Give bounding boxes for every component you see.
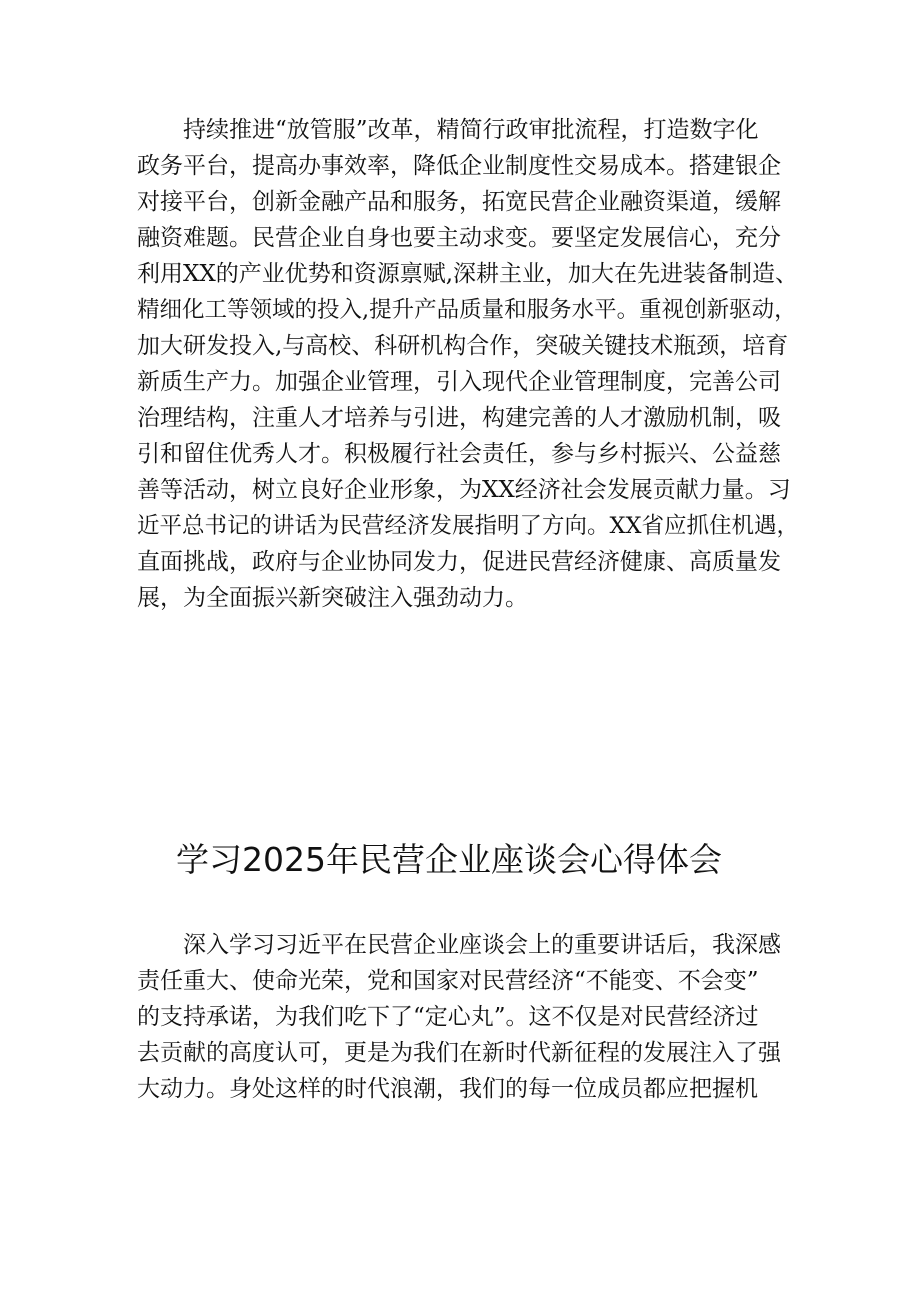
text-line: 融资难题。民营企业自身也要主动求变。要坚定发展信心，充分 — [137, 225, 781, 251]
section-title: 学习2025年民营企业座谈会心得体会 — [176, 840, 722, 879]
text-line: 政务平台，提高办事效率，降低企业制度性交易成本。搭建银企 — [137, 153, 781, 179]
body-paragraph-1 — [137, 112, 799, 616]
text-line: 新质生产力。加强企业管理，引入现代企业管理制度，完善公司 — [137, 369, 781, 395]
text-line: 持续推进“放管服”改革，精简行政审批流程，打造数字化 — [183, 117, 759, 143]
text-line: 深入学习习近平在民营企业座谈会上的重要讲话后，我深感 — [183, 932, 781, 958]
text-line: 的支持承诺，为我们吃下了“定心丸”。这不仅是对民营经济过 — [137, 1004, 759, 1030]
text-line: 直面挑战，政府与企业协同发力，促进民营经济健康、高质量发 — [137, 549, 781, 575]
text-line: 近平总书记的讲话为民营经济发展指明了方向。XX省应抓住机遇， — [137, 513, 800, 539]
text-line: 精细化工等领域的投入,提升产品质量和服务水平。重视创新驱动， — [137, 297, 797, 323]
text-line: 治理结构，注重人才培养与引进，构建完善的人才激励机制，吸 — [137, 405, 781, 431]
text-line: 对接平台，创新金融产品和服务，拓宽民营企业融资渠道，缓解 — [137, 189, 781, 215]
text-line: 加大研发投入,与高校、科研机构合作，突破关键技术瓶颈，培育 — [137, 333, 789, 359]
text-line: 责任重大、使命光荣，党和国家对民营经济“不能变、不会变” — [137, 968, 759, 994]
text-line: 善等活动，树立良好企业形象，为XX经济社会发展贡献力量。习 — [137, 477, 791, 503]
body-paragraph-2 — [137, 927, 799, 1107]
text-line: 展，为全面振兴新突破注入强劲动力。 — [137, 585, 528, 611]
text-line: 利用XX的产业优势和资源禀赋,深耕主业，加大在先进装备制造、 — [137, 261, 799, 287]
text-line: 大动力。身处这样的时代浪潮，我们的每一位成员都应把握机 — [137, 1076, 758, 1102]
text-line: 去贡献的高度认可，更是为我们在新时代新征程的发展注入了强 — [137, 1040, 781, 1066]
text-line: 引和留住优秀人才。积极履行社会责任，参与乡村振兴、公益慈 — [137, 441, 781, 467]
